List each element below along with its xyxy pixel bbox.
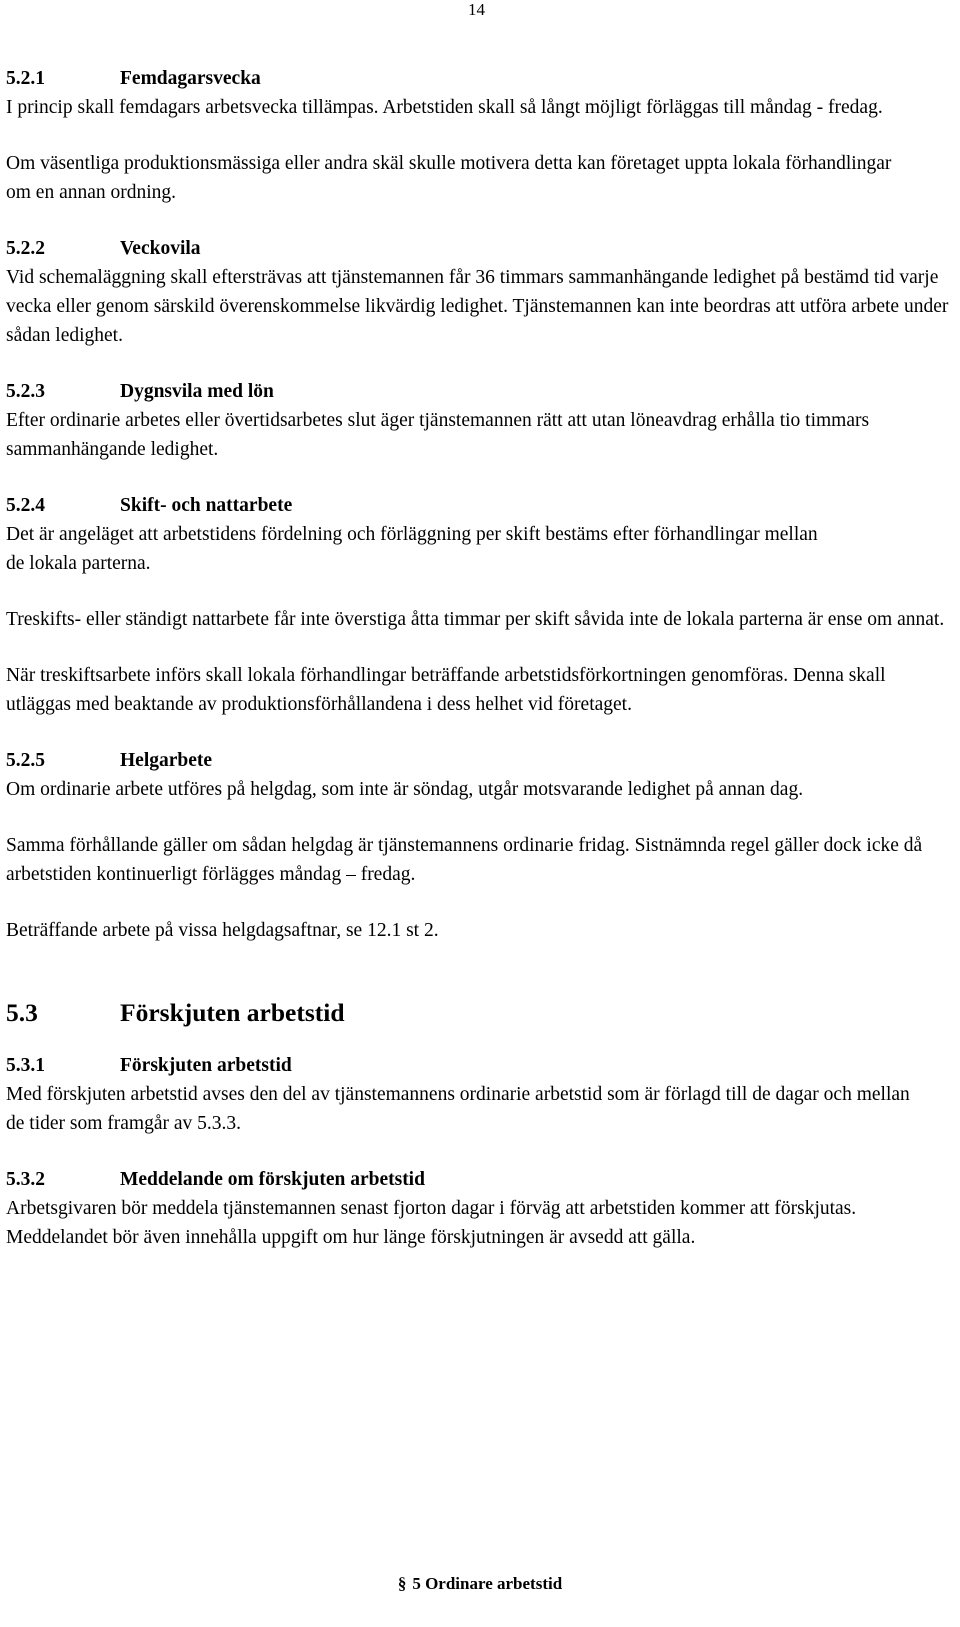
section-number: 5.3.1 — [6, 1055, 45, 1076]
section-5-2-4 — [6, 491, 954, 719]
paragraph: Efter ordinarie arbetes eller övertidsarbetes slut äger tjänstemannen rätt att utan löneavdrag erhålla tio timmars sammanhängande ledighet. — [6, 410, 870, 460]
section-title: Meddelande om förskjuten arbetstid — [120, 1169, 425, 1190]
section-number: 5.2.2 — [6, 238, 45, 259]
paragraph: Det är angeläget att arbetstidens fördelning och förläggning per skift bestäms efter förhandlingar mellan de lokala parterna. — [6, 524, 818, 574]
section-5-2-1 — [6, 64, 954, 207]
paragraph: Med förskjuten arbetstid avses den del av tjänstemannens ordinarie arbetstid som är förlagd till de dagar och mellan de tider som framgår av 5.3.3. — [6, 1084, 910, 1134]
paragraph: Om ordinarie arbete utföres på helgdag, som inte är söndag, utgår motsvarande ledighet på annan dag. — [6, 779, 804, 800]
chapter-number: 5.3 — [6, 998, 38, 1027]
page-number: 14 — [468, 0, 485, 19]
section-title: Dygnsvila med lön — [120, 381, 274, 402]
paragraph: Arbetsgivaren bör meddela tjänstemannen senast fjorton dagar i förväg att arbetstiden kommer att förskjutas. Meddelandet bör även innehålla uppgift om hur länge förskjutningen är avsedd att gälla. — [6, 1198, 857, 1248]
section-5-2-2 — [6, 234, 954, 350]
section-heading — [6, 1051, 954, 1080]
section-heading — [6, 491, 954, 520]
section-heading — [6, 1165, 954, 1194]
section-5-3-1 — [6, 1051, 954, 1138]
section-5-2-3 — [6, 377, 954, 464]
section-title: Femdagarsvecka — [120, 68, 261, 89]
section-number: 5.2.4 — [6, 495, 45, 516]
page-footer — [0, 1574, 960, 1594]
section-5-2-5 — [6, 746, 954, 945]
paragraph: Beträffande arbete på vissa helgdagsaftnar, se 12.1 st 2. — [6, 920, 439, 941]
section-symbol: § — [397, 1574, 407, 1593]
section-heading — [6, 64, 954, 93]
section-title: Helgarbete — [120, 750, 213, 771]
paragraph: När treskiftsarbete införs skall lokala förhandlingar beträffande arbetstidsförkortningen genomföras. Denna skall utläggas med beaktande av produktionsförhållandena i dess helhet vid företaget. — [6, 665, 886, 715]
document-body — [6, 64, 954, 1252]
section-number: 5.2.3 — [6, 381, 45, 402]
paragraph: Samma förhållande gäller om sådan helgdag är tjänstemannens ordinarie fridag. Sistnämnda regel gäller dock icke då arbetstiden kontinuerligt förlägges måndag – fredag. — [6, 835, 923, 885]
section-heading — [6, 234, 954, 263]
paragraph: Vid schemaläggning skall eftersträvas att tjänstemannen får 36 timmars sammanhängande ledighet på bestämd tid varje vecka eller genom särskild överenskommelse likvärdig ledighet. Tjänstemannen kan inte beordras att utföra arbete under sådan ledighet. — [6, 267, 949, 346]
section-heading — [6, 377, 954, 406]
footer-title: 5 Ordinare arbetstid — [412, 1574, 563, 1593]
section-5-3-2 — [6, 1165, 954, 1252]
section-number: 5.2.1 — [6, 68, 45, 89]
paragraph: Treskifts- eller ständigt nattarbete får inte överstiga åtta timmar per skift såvida inte de lokala parterna är ense om annat. — [6, 609, 945, 630]
chapter-title: Förskjuten arbetstid — [120, 998, 345, 1027]
section-title: Skift- och nattarbete — [120, 495, 293, 516]
section-title: Förskjuten arbetstid — [120, 1055, 292, 1076]
chapter-heading — [6, 997, 954, 1029]
paragraph: I princip skall femdagars arbetsvecka tillämpas. Arbetstiden skall så långt möjligt förläggas till måndag - fredag. — [6, 97, 883, 118]
paragraph: Om väsentliga produktionsmässiga eller andra skäl skulle motivera detta kan företaget uppta lokala förhandlingar om en annan ordning. — [6, 153, 892, 203]
section-number: 5.2.5 — [6, 750, 45, 771]
section-number: 5.3.2 — [6, 1169, 45, 1190]
section-heading — [6, 746, 954, 775]
section-title: Veckovila — [120, 238, 201, 259]
